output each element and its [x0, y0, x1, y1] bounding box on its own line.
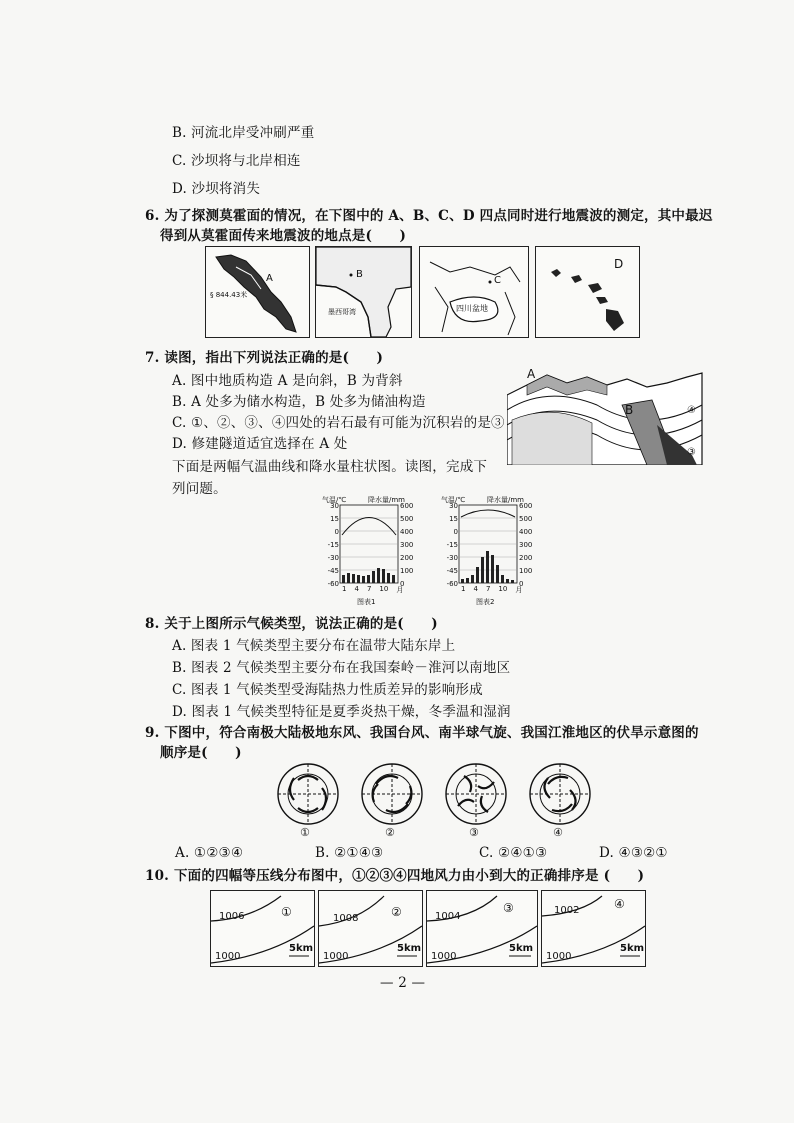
- isobar-2-scale: 5km: [397, 943, 422, 954]
- chart2-right-tick: 0: [519, 580, 524, 588]
- geologic-label-a: A: [527, 367, 536, 381]
- map-b: [315, 246, 412, 338]
- map-a: [205, 246, 310, 338]
- isobar-1-scale: 5km: [289, 943, 314, 954]
- chart2-left-tick: 15: [449, 515, 458, 523]
- q7-option-c: C. ①、②、③、④四处的岩石最有可能为沉积岩的是③: [172, 415, 505, 431]
- chart1-right-tick: 0: [400, 580, 405, 588]
- isobar-3-scale: 5km: [509, 943, 534, 954]
- q7-option-b: B. A 处多为储水构造，B 处多为储油构造: [172, 394, 426, 410]
- isobar-4-scale: 5km: [620, 943, 645, 954]
- chart1-left-tick: 0: [334, 528, 339, 536]
- chart2-left-tick: -45: [446, 567, 458, 575]
- page-number: — 2 —: [380, 975, 426, 991]
- isobar-1-top: 1006: [219, 911, 245, 922]
- climate-chart-1: [322, 495, 422, 610]
- q8-option-d: D. 图表 1 气候类型特征是夏季炎热干燥，冬季温和湿润: [172, 704, 511, 720]
- chart1-left-tick: 30: [330, 502, 339, 510]
- map-b-drawing: [316, 247, 411, 337]
- wind-label-2: ②: [385, 826, 395, 839]
- chart1-left-tick: -15: [327, 541, 339, 549]
- q9-option-a: A. ①②③④: [175, 845, 244, 861]
- chart2-right-tick: 200: [519, 554, 533, 562]
- q8-option-c: C. 图表 1 气候类型受海陆热力性质差异的影响形成: [172, 682, 483, 698]
- chart1-x-tick: 4: [354, 585, 359, 593]
- q6-stem-line2: 得到从莫霍面传来地震波的地点是( ): [160, 228, 407, 244]
- isobar-map-3: [426, 890, 538, 967]
- chart2-x-tick: 10: [498, 585, 508, 593]
- chart2-left-tick: -30: [446, 554, 458, 562]
- map-d-drawing: [536, 247, 639, 337]
- q5-option-b: B. 河流北岸受冲刷严重: [172, 125, 315, 141]
- q9-stem-line2: 顺序是( ): [160, 745, 242, 761]
- chart1-x-ticks: [342, 585, 402, 595]
- chart1-left-tick: 15: [330, 515, 339, 523]
- chart2-left-tick: -60: [446, 580, 458, 588]
- wind-diagrams: [270, 760, 600, 840]
- isobar-2-top: 1008: [333, 913, 359, 924]
- chart2-x-ticks: [461, 585, 521, 595]
- isobar-1-mark: ①: [281, 905, 292, 919]
- q7-stem: 7. 读图，指出下列说法正确的是( ): [145, 350, 384, 366]
- chart2-x-unit: 月: [515, 586, 523, 594]
- chart1-right-tick: 400: [400, 528, 414, 536]
- q8-option-a: A. 图表 1 气候类型主要分布在温带大陆东岸上: [172, 638, 456, 654]
- q5-option-c: C. 沙坝将与北岸相连: [172, 153, 301, 169]
- geologic-label-4: ④: [687, 405, 696, 416]
- q6-stem-line1: 6. 为了探测莫霍面的情况，在下图中的 A、B、C、D 四点同时进行地震波的测定，其中最迟: [145, 208, 713, 224]
- q7-option-d: D. 修建隧道适宜选择在 A 处: [172, 436, 348, 452]
- isobar-map-1: [210, 890, 315, 967]
- chart1-right-tick: 600: [400, 502, 414, 510]
- chart1-left-tick: -45: [327, 567, 339, 575]
- chart2-left-ticks: [443, 502, 458, 593]
- map-c-point-label: C: [494, 275, 501, 286]
- q9-stem-line1: 9. 下图中，符合南极大陆极地东风、我国台风、南半球气旋、我国江淮地区的伏旱示意图的: [145, 725, 699, 741]
- chart2-right-tick: 500: [519, 515, 533, 523]
- chart1-right-ticks: [400, 502, 420, 593]
- isobar-4-top: 1002: [554, 905, 580, 916]
- chart1-caption: 图表1: [357, 598, 376, 606]
- map-d: [535, 246, 640, 338]
- geologic-section-drawing: [507, 365, 707, 465]
- q9-option-c: C. ②④①③: [479, 845, 548, 861]
- chart1-x-unit: 月: [396, 586, 404, 594]
- q7-option-a: A. 图中地质构造 A 是向斜，B 为背斜: [172, 373, 403, 389]
- q8-option-b: B. 图表 2 气候类型主要分布在我国秦岭－淮河以南地区: [172, 660, 511, 676]
- chart2-x-tick: 4: [473, 585, 478, 593]
- map-c: [419, 246, 529, 338]
- chart1-left-tick: -60: [327, 580, 339, 588]
- chart1-x-tick: 7: [366, 585, 372, 593]
- isobar-4-bottom: 1000: [546, 951, 572, 962]
- chart2-left-label: 气温/℃: [441, 496, 466, 504]
- geologic-label-3: ③: [687, 447, 696, 458]
- chart2-right-tick: 300: [519, 541, 533, 549]
- chart1-x-tick: 1: [342, 585, 347, 593]
- chart2-right-label: 降水量/mm: [487, 496, 524, 504]
- map-c-drawing: [420, 247, 528, 337]
- chart1-right-tick: 500: [400, 515, 414, 523]
- wind-diagrams-drawing: [270, 760, 600, 840]
- isobar-4-mark: ④: [614, 897, 625, 911]
- chart1-left-label: 气温/℃: [322, 496, 347, 504]
- chart1-x-tick: 10: [379, 585, 389, 593]
- geologic-section: [507, 365, 707, 465]
- chart2-left-tick: 0: [453, 528, 458, 536]
- chart1-right-label: 降水量/mm: [368, 496, 405, 504]
- wind-label-4: ④: [553, 826, 563, 839]
- isobar-2-mark: ②: [391, 905, 402, 919]
- chart1-left-ticks: [324, 502, 339, 593]
- chart1-right-tick: 100: [400, 567, 414, 575]
- isobar-map-2: [318, 890, 423, 967]
- chart2-left-tick: 30: [449, 502, 458, 510]
- chart1-right-tick: 200: [400, 554, 414, 562]
- q10-stem: 10. 下面的四幅等压线分布图中，①②③④四地风力由小到大的正确排序是 ( ): [145, 868, 645, 884]
- map-a-point-label: A: [266, 273, 273, 284]
- isobar-map-4: [541, 890, 646, 967]
- chart2-right-ticks: [519, 502, 539, 593]
- map-d-point-label: D: [614, 257, 624, 271]
- wind-label-1: ①: [300, 826, 310, 839]
- chart2-right-tick: 600: [519, 502, 533, 510]
- chart2-left-tick: -15: [446, 541, 458, 549]
- chart2-caption: 图表2: [476, 598, 495, 606]
- map-a-height-label: § 844.43米: [210, 291, 248, 299]
- isobar-2-bottom: 1000: [323, 951, 349, 962]
- chart1-right-tick: 300: [400, 541, 414, 549]
- isobar-3-top: 1004: [435, 911, 461, 922]
- intro-line2: 列问题。: [172, 481, 227, 497]
- map-c-basin-label: 四川盆地: [456, 304, 488, 313]
- isobar-3-mark: ③: [503, 901, 514, 915]
- climate-chart-2: [441, 495, 541, 610]
- geologic-label-b: B: [625, 403, 634, 417]
- map-b-sea-label: 墨西哥湾: [328, 308, 356, 316]
- q9-option-b: B. ②①④③: [315, 845, 384, 861]
- chart2-x-tick: 1: [461, 585, 466, 593]
- chart2-right-tick: 400: [519, 528, 533, 536]
- q8-stem: 8. 关于上图所示气候类型，说法正确的是( ): [145, 616, 438, 632]
- map-b-point-label: B: [356, 269, 363, 280]
- isobar-1-bottom: 1000: [215, 951, 241, 962]
- chart2-x-tick: 7: [485, 585, 491, 593]
- isobar-3-bottom: 1000: [431, 951, 457, 962]
- q5-option-d: D. 沙坝将消失: [172, 181, 261, 197]
- q9-option-d: D. ④③②①: [599, 845, 668, 861]
- chart1-left-tick: -30: [327, 554, 339, 562]
- intro-line1: 下面是两幅气温曲线和降水量柱状图。读图，完成下: [172, 459, 488, 475]
- wind-label-3: ③: [469, 826, 479, 839]
- chart2-right-tick: 100: [519, 567, 533, 575]
